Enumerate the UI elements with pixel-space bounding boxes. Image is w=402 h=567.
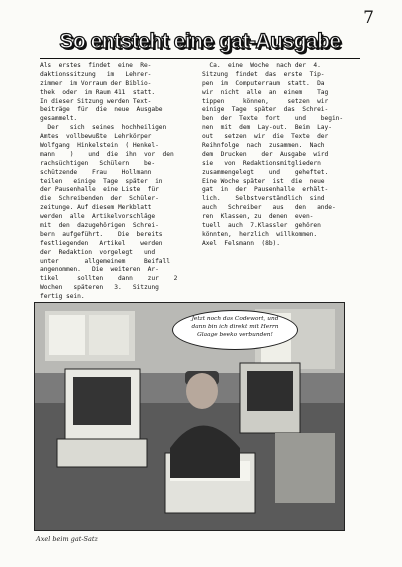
left-column-line: fertig sein. — [40, 293, 85, 301]
right-column-line: nen mit dem Lay-out. Beim Lay- — [202, 124, 332, 132]
left-column-line: Wochen späteren 3. Sitzung — [40, 284, 159, 292]
left-column-line: beiträge für die neue Ausgabe — [40, 106, 163, 114]
speech-line: Glaage beeko verbunden! — [197, 332, 273, 338]
right-column-line: dem Drucken der Ausgabe wird — [202, 150, 329, 158]
left-column-line: gesammelt. — [40, 115, 78, 123]
left-column-line: werden alle Artikelvorschläge — [40, 213, 156, 221]
left-column-line: festliegenden Artikel werden — [40, 239, 163, 247]
right-column-line: wir nicht alle an einem Tag — [202, 88, 329, 96]
left-column-line: tikel sollten dann zur 2 — [40, 275, 178, 283]
left-column-line: rachsüchtigen Schülern be- — [40, 159, 156, 167]
left-column-line: mit den dazugehörigen Schrei- — [40, 222, 159, 230]
right-column-line: Reihnfolge nach zusammen. Nach — [202, 142, 325, 150]
left-column-line: Wolfgang Hinkelstein ( Henkel- — [40, 142, 159, 150]
title-underline — [40, 58, 360, 59]
right-column-line: tuell auch 7.Klassler gehören — [202, 222, 321, 230]
right-column-line: könnten, herzlich willkommen. — [202, 230, 318, 238]
speech-bubble — [172, 310, 298, 350]
right-column-line: gat in der Pausenhalle erhält- — [202, 186, 329, 194]
left-column-line: Amtes vollbewußte Lehrkörper — [40, 133, 152, 141]
right-column-line: lich. Selbstverständlich sind — [202, 195, 325, 203]
left-column-line: unter allgemeinem Beifall — [40, 257, 170, 265]
right-column-line: tippen können, setzen wir — [202, 97, 329, 105]
right-column-line: ben der Texte fort und begin- — [202, 115, 344, 123]
right-column-line: Axel Felsmann (8b). — [202, 239, 280, 247]
article-title: So entsteht eine gat-Ausgabe — [59, 30, 341, 53]
right-column-line: sie von Redaktionsmitgliedern — [202, 159, 321, 167]
left-text-column — [40, 62, 188, 330]
right-column-line: zusammengelegt und geheftet. — [202, 168, 329, 176]
page-number: 7 — [363, 8, 374, 28]
left-column-line: zimmer im Vorraum der Biblio- — [40, 79, 152, 87]
right-column-line: einige Tage später das Schrei- — [202, 106, 329, 114]
left-column-line: In dieser Sitzung werden Text- — [40, 97, 152, 105]
right-column-line: pen im Computerraum statt. Da — [202, 79, 325, 87]
right-column-line: auch Schreiber aus den ande- — [202, 204, 336, 212]
left-column-line: die Schreibenden der Schüler- — [40, 195, 159, 203]
left-column-line: angenommen. Die weiteren Ar- — [40, 266, 159, 274]
right-column-line: Sitzung findet das erste Tip- — [202, 70, 325, 78]
speech-line: Jetzt noch das Codewort, und — [191, 316, 279, 322]
left-column-line: zeitunge. Auf diesem Merkblatt — [40, 204, 152, 212]
left-column-line: Der sich seines hochheiligen — [40, 124, 167, 132]
right-text-column — [202, 62, 350, 266]
photo-caption: Axel beim gat-Satz — [36, 535, 98, 543]
right-column-line: Ca. eine Woche nach der 4. — [202, 62, 321, 69]
speech-line: dann bin ich direkt mit Herrn — [191, 324, 279, 330]
left-column-line: thek oder im Raum 411 statt. — [40, 88, 156, 96]
left-column-line: der Pausenhalle eine Liste für — [40, 186, 159, 194]
right-column-line: out setzen wir die Texte der — [202, 133, 329, 141]
left-column-line: daktionssitzung im Lehrer- — [40, 70, 152, 78]
left-column-line: schützende Frau Hollmann — [40, 168, 152, 176]
left-column-line: der Redaktion vorgelegt und — [40, 248, 156, 256]
right-column-line: Eine Woche später ist die neue — [202, 177, 325, 185]
left-column-line: mann ) und die ihn vor den — [40, 150, 174, 158]
left-column-line: bern aufgeführt. Die bereits — [40, 230, 163, 238]
right-column-line: ren Klassen, zu denen even- — [202, 213, 314, 221]
left-column-line: Als erstes findet eine Re- — [40, 62, 152, 69]
left-column-line: teilen einige Tage später in — [40, 177, 163, 185]
